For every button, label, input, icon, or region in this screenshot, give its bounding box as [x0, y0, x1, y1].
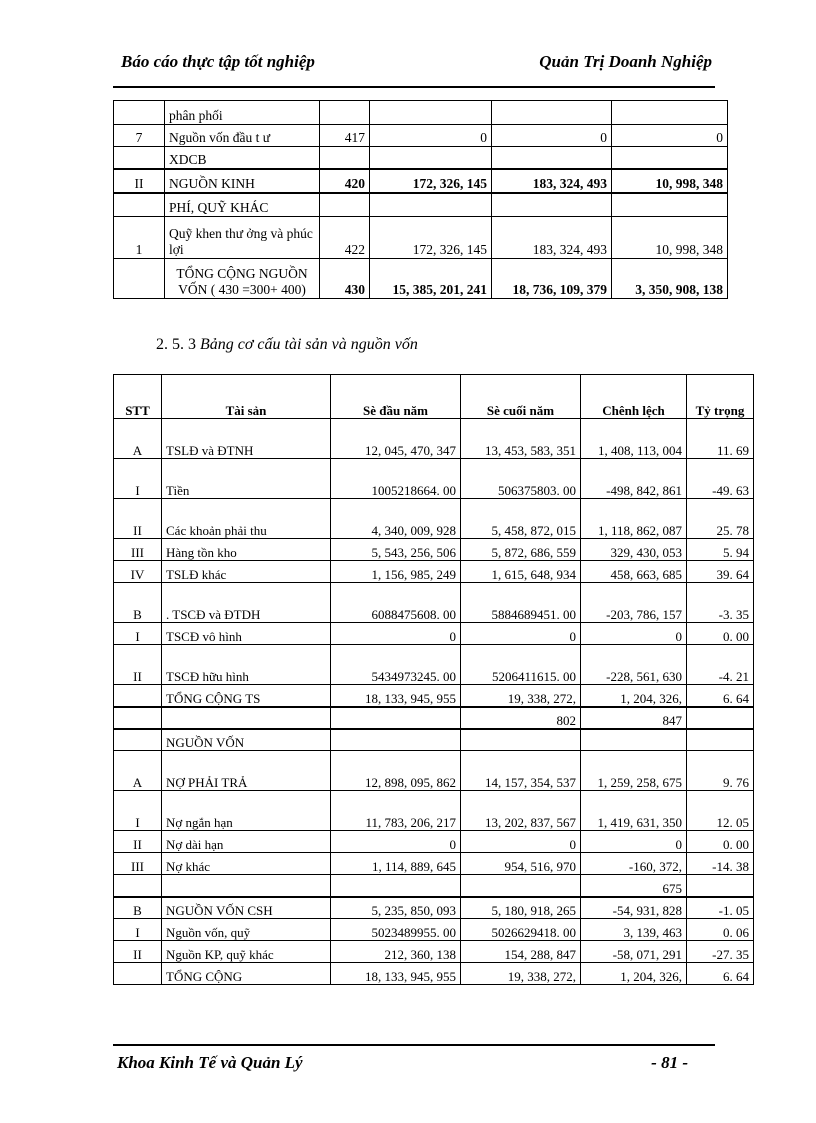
cell-stt: A: [114, 419, 162, 459]
header-diff: Chênh lệch: [581, 375, 687, 419]
cell-stt: [114, 147, 165, 169]
cell-stt: I: [114, 459, 162, 499]
header-start: Sè đầu năm: [331, 375, 461, 419]
table-row: [114, 707, 754, 729]
cell-diff: 458, 663, 685: [581, 561, 687, 583]
cell-end: 19, 338, 272,: [461, 963, 581, 985]
table-row: [114, 963, 754, 985]
table-row: [114, 101, 728, 125]
cell-name: NGUỒN VỐN CSH: [162, 897, 331, 919]
table-row: [114, 729, 754, 751]
cell-start: 0: [331, 831, 461, 853]
table-row: [114, 791, 754, 831]
cell-start: 4, 340, 009, 928: [331, 499, 461, 539]
cell-code: [320, 101, 370, 125]
cell-ratio: 9. 76: [687, 751, 754, 791]
cell-stt: II: [114, 831, 162, 853]
table-row: [114, 125, 728, 147]
cell-ratio: [687, 707, 754, 729]
cell-v1: 172, 326, 145: [370, 169, 492, 193]
cell-name: TỔNG CỘNG NGUỒN VỐN ( 430 =300+ 400): [165, 259, 320, 299]
cell-diff: 1, 118, 862, 087: [581, 499, 687, 539]
cell-v2: 18, 736, 109, 379: [492, 259, 612, 299]
cell-end: 5884689451. 00: [461, 583, 581, 623]
cell-name: Nợ dài hạn: [162, 831, 331, 853]
cell-ratio: 25. 78: [687, 499, 754, 539]
cell-v3: 0: [612, 125, 728, 147]
cell-v3: 3, 350, 908, 138: [612, 259, 728, 299]
cell-start: [331, 707, 461, 729]
capital-sources-table: [113, 100, 728, 299]
cell-ratio: 5. 94: [687, 539, 754, 561]
table-row: [114, 831, 754, 853]
cell-stt: IV: [114, 561, 162, 583]
cell-ratio: 6. 64: [687, 963, 754, 985]
header-left-title: Báo cáo thực tập tốt nghiệp: [121, 52, 315, 71]
cell-start: 5, 543, 256, 506: [331, 539, 461, 561]
cell-ratio: -49. 63: [687, 459, 754, 499]
cell-stt: [114, 707, 162, 729]
cell-v3: [612, 147, 728, 169]
table-header-row: [114, 375, 754, 419]
cell-code: [320, 193, 370, 217]
table-row: [114, 853, 754, 875]
cell-start: 6088475608. 00: [331, 583, 461, 623]
asset-structure-table: [113, 374, 754, 985]
cell-v1: [370, 147, 492, 169]
table-row: [114, 685, 754, 707]
cell-v3: [612, 101, 728, 125]
cell-stt: II: [114, 645, 162, 685]
cell-stt: A: [114, 751, 162, 791]
cell-v2: [492, 193, 612, 217]
cell-end: 13, 453, 583, 351: [461, 419, 581, 459]
cell-name: TỔNG CỘNG TS: [162, 685, 331, 707]
cell-end: 506375803. 00: [461, 459, 581, 499]
cell-code: 420: [320, 169, 370, 193]
cell-diff: 675: [581, 875, 687, 897]
cell-diff: 847: [581, 707, 687, 729]
cell-stt: [114, 875, 162, 897]
cell-stt: I: [114, 791, 162, 831]
table-row: [114, 459, 754, 499]
table-row: [114, 919, 754, 941]
cell-end: 13, 202, 837, 567: [461, 791, 581, 831]
cell-v1: [370, 193, 492, 217]
cell-code: 417: [320, 125, 370, 147]
cell-code: 422: [320, 217, 370, 259]
table-row: [114, 561, 754, 583]
cell-start: [331, 875, 461, 897]
cell-diff: 0: [581, 623, 687, 645]
cell-ratio: -4. 21: [687, 645, 754, 685]
cell-start: [331, 729, 461, 751]
cell-stt: II: [114, 169, 165, 193]
cell-ratio: 0. 00: [687, 831, 754, 853]
header-ratio: Tỷ trọng: [687, 375, 754, 419]
cell-name: Nguồn KP, quỹ khác: [162, 941, 331, 963]
cell-v1: 0: [370, 125, 492, 147]
cell-name: Nợ khác: [162, 853, 331, 875]
table-row: [114, 499, 754, 539]
table-row: [114, 217, 728, 259]
cell-ratio: 11. 69: [687, 419, 754, 459]
cell-code: 430: [320, 259, 370, 299]
cell-start: 212, 360, 138: [331, 941, 461, 963]
cell-diff: 0: [581, 831, 687, 853]
cell-name: PHÍ, QUỸ KHÁC: [165, 193, 320, 217]
cell-name: Nguồn vốn, quỹ: [162, 919, 331, 941]
table-row: [114, 623, 754, 645]
header-end: Sè cuối năm: [461, 375, 581, 419]
footer-rule: [113, 1044, 715, 1046]
cell-end: [461, 729, 581, 751]
cell-stt: [114, 259, 165, 299]
table-row: [114, 941, 754, 963]
cell-end: [461, 875, 581, 897]
cell-diff: -54, 931, 828: [581, 897, 687, 919]
cell-end: 154, 288, 847: [461, 941, 581, 963]
section-number: 2. 5. 3: [156, 336, 196, 353]
cell-name: NGUỒN VỐN: [162, 729, 331, 751]
cell-start: 18, 133, 945, 955: [331, 963, 461, 985]
table-row: [114, 259, 728, 299]
cell-stt: 7: [114, 125, 165, 147]
cell-stt: III: [114, 539, 162, 561]
section-title: Bảng cơ cấu tài sản và nguồn vốn: [200, 336, 418, 353]
cell-name: TỔNG CỘNG: [162, 963, 331, 985]
cell-diff: -203, 786, 157: [581, 583, 687, 623]
cell-stt: [114, 729, 162, 751]
cell-ratio: 0. 00: [687, 623, 754, 645]
cell-start: 5023489955. 00: [331, 919, 461, 941]
cell-diff: 329, 430, 053: [581, 539, 687, 561]
cell-name: . TSCĐ và ĐTDH: [162, 583, 331, 623]
cell-diff: -58, 071, 291: [581, 941, 687, 963]
section-heading: [156, 336, 418, 354]
cell-start: 1, 114, 889, 645: [331, 853, 461, 875]
cell-name: phân phối: [165, 101, 320, 125]
cell-start: 18, 133, 945, 955: [331, 685, 461, 707]
header-name: Tài sản: [162, 375, 331, 419]
cell-v1: [370, 101, 492, 125]
cell-name: NỢ PHẢI TRẢ: [162, 751, 331, 791]
cell-stt: II: [114, 499, 162, 539]
cell-name: Nguồn vốn đầu t ư: [165, 125, 320, 147]
cell-name: Nợ ngắn hạn: [162, 791, 331, 831]
cell-ratio: 6. 64: [687, 685, 754, 707]
cell-end: 5026629418. 00: [461, 919, 581, 941]
cell-end: 14, 157, 354, 537: [461, 751, 581, 791]
table-row: [114, 645, 754, 685]
cell-ratio: -27. 35: [687, 941, 754, 963]
cell-diff: [581, 729, 687, 751]
table-row: [114, 419, 754, 459]
cell-name: XDCB: [165, 147, 320, 169]
cell-name: NGUỒN KINH: [165, 169, 320, 193]
cell-v3: 10, 998, 348: [612, 217, 728, 259]
cell-v1: 15, 385, 201, 241: [370, 259, 492, 299]
cell-stt: [114, 101, 165, 125]
cell-diff: 1, 419, 631, 350: [581, 791, 687, 831]
table-row: [114, 897, 754, 919]
cell-end: 1, 615, 648, 934: [461, 561, 581, 583]
table-row: [114, 169, 728, 193]
cell-start: 12, 898, 095, 862: [331, 751, 461, 791]
cell-end: 5, 872, 686, 559: [461, 539, 581, 561]
cell-start: 0: [331, 623, 461, 645]
cell-stt: [114, 685, 162, 707]
cell-diff: 1, 204, 326,: [581, 963, 687, 985]
cell-diff: 3, 139, 463: [581, 919, 687, 941]
cell-diff: -498, 842, 861: [581, 459, 687, 499]
cell-name: Các khoản phải thu: [162, 499, 331, 539]
cell-v1: 172, 326, 145: [370, 217, 492, 259]
cell-stt: [114, 963, 162, 985]
cell-start: 12, 045, 470, 347: [331, 419, 461, 459]
header-rule: [113, 86, 715, 88]
cell-stt: B: [114, 897, 162, 919]
cell-name: Tiền: [162, 459, 331, 499]
cell-end: 5206411615. 00: [461, 645, 581, 685]
cell-start: 11, 783, 206, 217: [331, 791, 461, 831]
cell-name: TSCĐ hữu hình: [162, 645, 331, 685]
cell-end: 19, 338, 272,: [461, 685, 581, 707]
cell-diff: 1, 259, 258, 675: [581, 751, 687, 791]
cell-v2: [492, 147, 612, 169]
cell-end: 0: [461, 831, 581, 853]
cell-ratio: 12. 05: [687, 791, 754, 831]
table-row: [114, 751, 754, 791]
cell-stt: II: [114, 941, 162, 963]
header-right-title: Quản Trị Doanh Nghiệp: [539, 52, 712, 71]
cell-name: TSLĐ khác: [162, 561, 331, 583]
cell-stt: I: [114, 623, 162, 645]
table-row: [114, 875, 754, 897]
cell-v3: [612, 193, 728, 217]
cell-start: 5, 235, 850, 093: [331, 897, 461, 919]
cell-ratio: -1. 05: [687, 897, 754, 919]
cell-stt: [114, 193, 165, 217]
cell-ratio: [687, 729, 754, 751]
cell-stt: III: [114, 853, 162, 875]
cell-name: [162, 875, 331, 897]
cell-v2: 0: [492, 125, 612, 147]
header-stt: STT: [114, 375, 162, 419]
cell-start: 1, 156, 985, 249: [331, 561, 461, 583]
cell-ratio: 0. 06: [687, 919, 754, 941]
table-row: [114, 583, 754, 623]
cell-end: 0: [461, 623, 581, 645]
cell-start: 5434973245. 00: [331, 645, 461, 685]
cell-end: 5, 458, 872, 015: [461, 499, 581, 539]
cell-code: [320, 147, 370, 169]
cell-v2: 183, 324, 493: [492, 169, 612, 193]
cell-name: TSLĐ và ĐTNH: [162, 419, 331, 459]
cell-stt: 1: [114, 217, 165, 259]
cell-name: [162, 707, 331, 729]
cell-name: TSCĐ vô hình: [162, 623, 331, 645]
cell-ratio: [687, 875, 754, 897]
cell-diff: 1, 204, 326,: [581, 685, 687, 707]
cell-diff: -160, 372,: [581, 853, 687, 875]
cell-ratio: 39. 64: [687, 561, 754, 583]
table-row: [114, 539, 754, 561]
cell-diff: 1, 408, 113, 004: [581, 419, 687, 459]
table-row: [114, 193, 728, 217]
cell-ratio: -3. 35: [687, 583, 754, 623]
table-row: [114, 147, 728, 169]
cell-end: 802: [461, 707, 581, 729]
cell-end: 954, 516, 970: [461, 853, 581, 875]
cell-ratio: -14. 38: [687, 853, 754, 875]
cell-name: Hàng tồn kho: [162, 539, 331, 561]
cell-start: 1005218664. 00: [331, 459, 461, 499]
footer-left-text: Khoa Kinh Tế và Quản Lý: [117, 1053, 303, 1072]
cell-stt: B: [114, 583, 162, 623]
cell-v2: [492, 101, 612, 125]
cell-name: Quỹ khen thư ởng và phúc lợi: [165, 217, 320, 259]
page-number: - 81 -: [651, 1053, 688, 1072]
cell-end: 5, 180, 918, 265: [461, 897, 581, 919]
cell-v2: 183, 324, 493: [492, 217, 612, 259]
cell-v3: 10, 998, 348: [612, 169, 728, 193]
cell-stt: I: [114, 919, 162, 941]
cell-diff: -228, 561, 630: [581, 645, 687, 685]
